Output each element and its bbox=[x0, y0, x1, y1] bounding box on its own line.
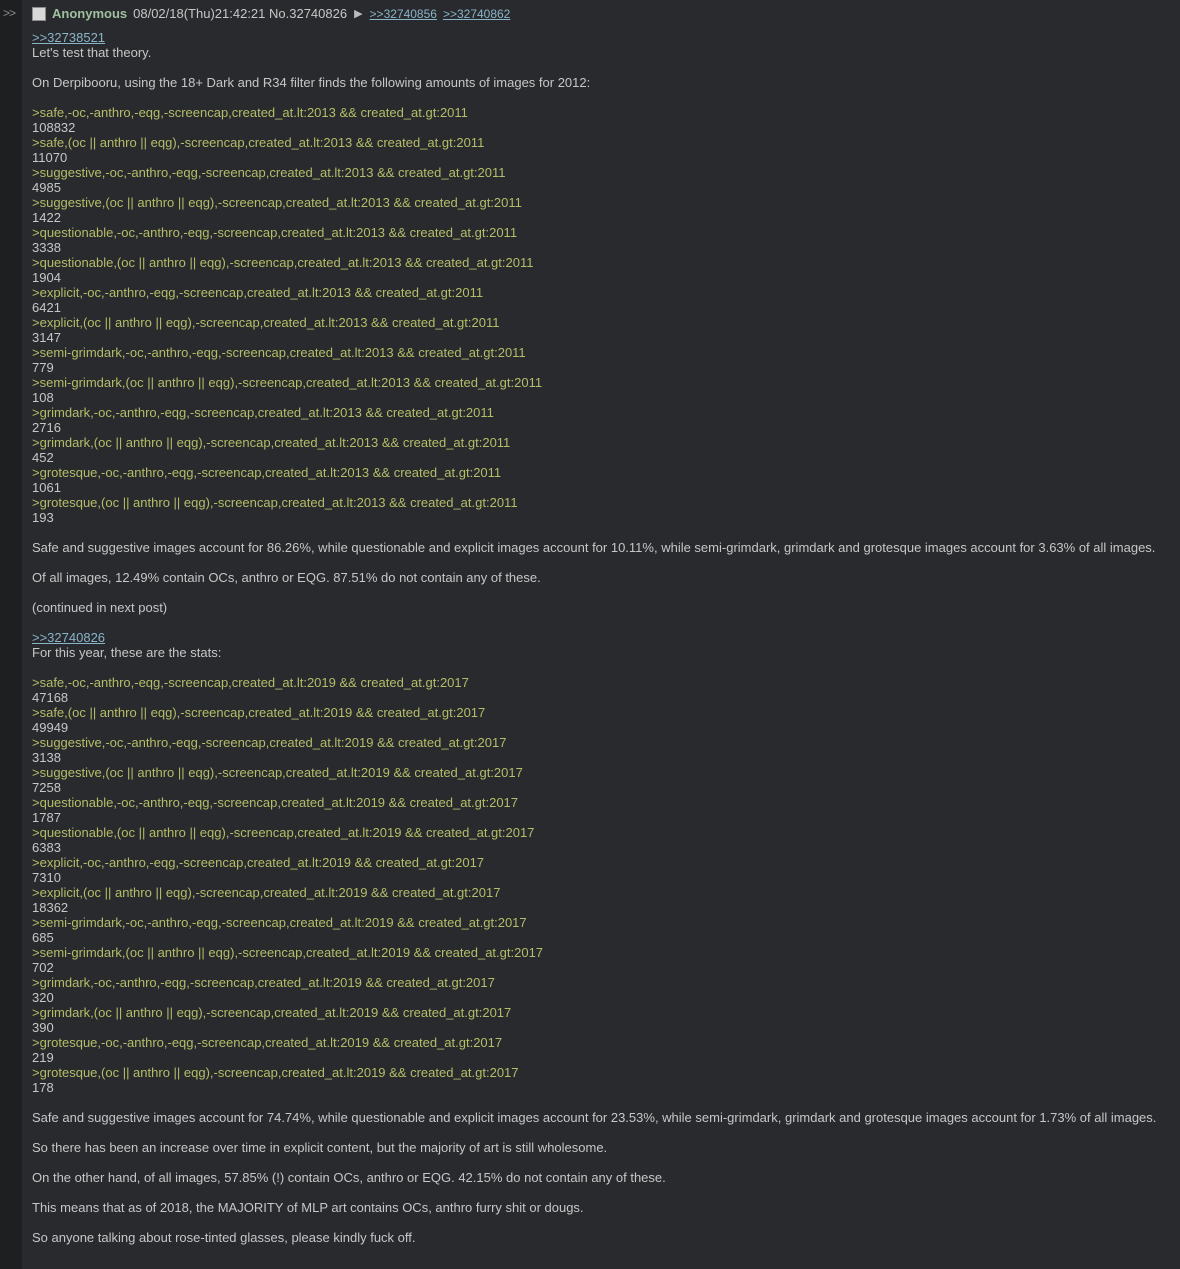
stat-count: 3147 bbox=[32, 330, 61, 345]
stat-query: >questionable,(oc || anthro || eqg),-screencap,created_at.lt:2013 && created_at.gt:2011 bbox=[32, 255, 534, 270]
stat-count: 108832 bbox=[32, 120, 76, 135]
stat-query: >questionable,-oc,-anthro,-eqg,-screencap,created_at.lt:2019 && created_at.gt:2017 bbox=[32, 795, 519, 810]
summary-2018-e: So anyone talking about rose-tinted glasses, please kindly fuck off. bbox=[32, 1230, 416, 1245]
stat-query: >grotesque,-oc,-anthro,-eqg,-screencap,created_at.lt:2019 && created_at.gt:2017 bbox=[32, 1035, 503, 1050]
spacer bbox=[32, 1125, 1172, 1140]
stat-count: 3338 bbox=[32, 240, 61, 255]
stat-count: 1787 bbox=[32, 810, 61, 825]
spacer bbox=[32, 1215, 1172, 1230]
stat-query: >safe,-oc,-anthro,-eqg,-screencap,created_at.lt:2013 && created_at.gt:2011 bbox=[32, 105, 468, 120]
stat-query: >explicit,(oc || anthro || eqg),-screencap,created_at.lt:2019 && created_at.gt:2017 bbox=[32, 885, 501, 900]
spacer bbox=[32, 615, 1172, 630]
stat-query: >suggestive,-oc,-anthro,-eqg,-screencap,created_at.lt:2013 && created_at.gt:2011 bbox=[32, 165, 506, 180]
post-body bbox=[32, 24, 1172, 1245]
stat-query: >semi-grimdark,(oc || anthro || eqg),-screencap,created_at.lt:2013 && created_at.gt:2011 bbox=[32, 375, 543, 390]
stat-query: >grotesque,-oc,-anthro,-eqg,-screencap,created_at.lt:2013 && created_at.gt:2011 bbox=[32, 465, 502, 480]
summary-2018-a: Safe and suggestive images account for 74.74%, while questionable and explicit images account for 23.53%, while semi-grimdark, grimdark and grotesque images account for 1.73% of all images. bbox=[32, 1110, 1157, 1125]
thread-gutter bbox=[0, 0, 22, 1269]
spacer bbox=[32, 660, 1172, 675]
stat-count: 178 bbox=[32, 1080, 54, 1095]
stat-count: 320 bbox=[32, 990, 54, 1005]
stat-query: >safe,(oc || anthro || eqg),-screencap,created_at.lt:2013 && created_at.gt:2011 bbox=[32, 135, 485, 150]
stat-count: 685 bbox=[32, 930, 54, 945]
quotelink-top[interactable]: >>32738521 bbox=[32, 30, 106, 45]
stat-count: 390 bbox=[32, 1020, 54, 1035]
summary-2012-a: Safe and suggestive images account for 86.26%, while questionable and explicit images account for 10.11%, while semi-grimdark, grimdark and grotesque images account for 3.63% of all images. bbox=[32, 540, 1156, 555]
stat-query: >grotesque,(oc || anthro || eqg),-screencap,created_at.lt:2019 && created_at.gt:2017 bbox=[32, 1065, 519, 1080]
stat-query: >explicit,-oc,-anthro,-eqg,-screencap,created_at.lt:2013 && created_at.gt:2011 bbox=[32, 285, 484, 300]
stat-count: 702 bbox=[32, 960, 54, 975]
stat-count: 49949 bbox=[32, 720, 69, 735]
continued-note: (continued in next post) bbox=[32, 600, 168, 615]
spacer bbox=[32, 1185, 1172, 1200]
summary-2012-b: Of all images, 12.49% contain OCs, anthro or EQG. 87.51% do not contain any of these. bbox=[32, 570, 541, 585]
stat-query: >safe,-oc,-anthro,-eqg,-screencap,created_at.lt:2019 && created_at.gt:2017 bbox=[32, 675, 469, 690]
stat-count: 452 bbox=[32, 450, 54, 465]
stat-query: >semi-grimdark,-oc,-anthro,-eqg,-screencap,created_at.lt:2013 && created_at.gt:2011 bbox=[32, 345, 526, 360]
stat-count: 193 bbox=[32, 510, 54, 525]
stat-count: 219 bbox=[32, 1050, 54, 1065]
reply-arrows: >> bbox=[3, 6, 16, 20]
stat-query: >grimdark,(oc || anthro || eqg),-screencap,created_at.lt:2013 && created_at.gt:2011 bbox=[32, 435, 511, 450]
intro-paragraph: On Derpibooru, using the 18+ Dark and R34 filter finds the following amounts of images for 2012: bbox=[32, 75, 591, 90]
stat-count: 6383 bbox=[32, 840, 61, 855]
stat-count: 7310 bbox=[32, 870, 61, 885]
stat-count: 3138 bbox=[32, 750, 61, 765]
stat-count: 108 bbox=[32, 390, 54, 405]
stat-query: >grimdark,-oc,-anthro,-eqg,-screencap,created_at.lt:2013 && created_at.gt:2011 bbox=[32, 405, 494, 420]
stat-query: >grotesque,(oc || anthro || eqg),-screencap,created_at.lt:2013 && created_at.gt:2011 bbox=[32, 495, 518, 510]
stat-query: >grimdark,(oc || anthro || eqg),-screencap,created_at.lt:2019 && created_at.gt:2017 bbox=[32, 1005, 512, 1020]
stat-count: 2716 bbox=[32, 420, 61, 435]
backlink-1[interactable]: >>32740856 bbox=[369, 7, 437, 21]
post-container bbox=[22, 0, 1180, 1253]
spacer bbox=[32, 1095, 1172, 1110]
summary-2018-d: This means that as of 2018, the MAJORITY of MLP art contains OCs, anthro furry shit or dougs. bbox=[32, 1200, 584, 1215]
stat-count: 1422 bbox=[32, 210, 61, 225]
stat-query: >questionable,-oc,-anthro,-eqg,-screencap,created_at.lt:2013 && created_at.gt:2011 bbox=[32, 225, 518, 240]
stat-query: >semi-grimdark,(oc || anthro || eqg),-screencap,created_at.lt:2019 && created_at.gt:2017 bbox=[32, 945, 544, 960]
intro-second: For this year, these are the stats: bbox=[32, 645, 222, 660]
spacer bbox=[32, 60, 1172, 75]
stat-query: >semi-grimdark,-oc,-anthro,-eqg,-screencap,created_at.lt:2019 && created_at.gt:2017 bbox=[32, 915, 527, 930]
stat-query: >suggestive,(oc || anthro || eqg),-screencap,created_at.lt:2019 && created_at.gt:2017 bbox=[32, 765, 523, 780]
stat-count: 11070 bbox=[32, 150, 68, 165]
summary-2018-b: So there has been an increase over time in explicit content, but the majority of art is still wholesome. bbox=[32, 1140, 608, 1155]
spacer bbox=[32, 1155, 1172, 1170]
stat-query: >suggestive,-oc,-anthro,-eqg,-screencap,created_at.lt:2019 && created_at.gt:2017 bbox=[32, 735, 507, 750]
stat-query: >explicit,-oc,-anthro,-eqg,-screencap,created_at.lt:2019 && created_at.gt:2017 bbox=[32, 855, 485, 870]
stat-query: >safe,(oc || anthro || eqg),-screencap,created_at.lt:2019 && created_at.gt:2017 bbox=[32, 705, 486, 720]
spacer bbox=[32, 555, 1172, 570]
stat-query: >explicit,(oc || anthro || eqg),-screencap,created_at.lt:2013 && created_at.gt:2011 bbox=[32, 315, 500, 330]
post-author-name: Anonymous bbox=[52, 6, 128, 21]
summary-2018-c: On the other hand, of all images, 57.85% (!) contain OCs, anthro or EQG. 42.15% do not contain any of these. bbox=[32, 1170, 666, 1185]
quotelink-second[interactable]: >>32740826 bbox=[32, 630, 106, 645]
spacer bbox=[32, 525, 1172, 540]
stat-count: 4985 bbox=[32, 180, 61, 195]
spacer bbox=[32, 585, 1172, 600]
post-meta: 08/02/18(Thu)21:42:21 No.32740826 bbox=[133, 6, 348, 21]
post-select-checkbox[interactable] bbox=[32, 7, 46, 21]
stat-count: 47168 bbox=[32, 690, 69, 705]
stat-query: >grimdark,-oc,-anthro,-eqg,-screencap,created_at.lt:2019 && created_at.gt:2017 bbox=[32, 975, 495, 990]
backlink-2[interactable]: >>32740862 bbox=[442, 7, 511, 21]
stat-count: 779 bbox=[32, 360, 54, 375]
stat-count: 6421 bbox=[32, 300, 61, 315]
stat-count: 1061 bbox=[32, 480, 61, 495]
stat-count: 1904 bbox=[32, 270, 61, 285]
stats-2018-block bbox=[32, 675, 1172, 1095]
stat-query: >suggestive,(oc || anthro || eqg),-screencap,created_at.lt:2013 && created_at.gt:2011 bbox=[32, 195, 522, 210]
stat-count: 7258 bbox=[32, 780, 61, 795]
play-arrow-icon[interactable]: ▶ bbox=[354, 8, 363, 20]
stats-2012-block bbox=[32, 105, 1172, 525]
post-header bbox=[32, 6, 1172, 24]
intro-line: Let's test that theory. bbox=[32, 45, 152, 60]
stat-count: 18362 bbox=[32, 900, 69, 915]
stat-query: >questionable,(oc || anthro || eqg),-screencap,created_at.lt:2019 && created_at.gt:2017 bbox=[32, 825, 535, 840]
spacer bbox=[32, 90, 1172, 105]
